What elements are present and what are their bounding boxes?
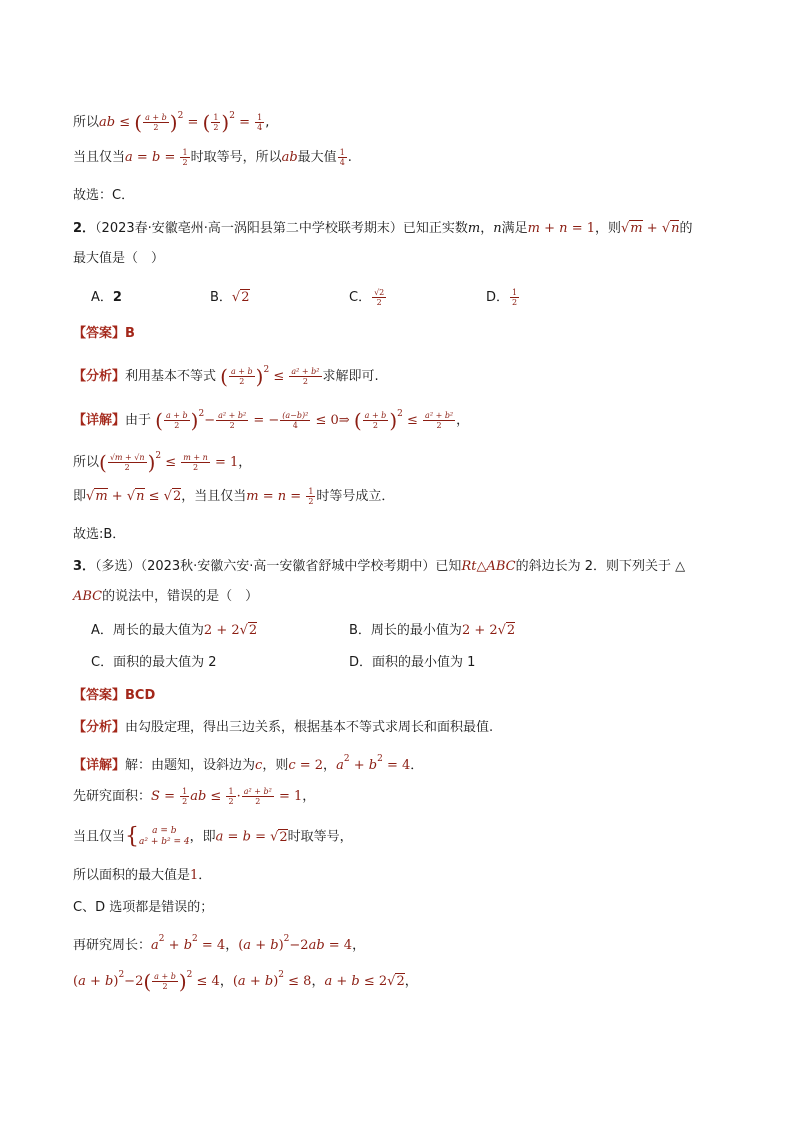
q3-condition-line: 当且仅当{ a = b a² + b² = 4 ，即a = b = √2时取等号， (73, 824, 353, 849)
q3-analysis: 【分析】由勾股定理，得出三边关系，根据基本不等式求周长和面积最值. (73, 720, 494, 735)
q3-perimeter-line: 再研究周长：$a^2 + b^2 = 4$，$(a + b)^2-2ab = 4$， (73, 934, 366, 953)
q3-cd-wrong: C、D 选项都是错误的； (73, 900, 214, 915)
q2-detail: 【详解】由于 ( $\frac{a + b}{2}$ )$^2$− $\frac{\text{a² + b²}}{2}$ = − $\frac{\text{(a−b)²}}{4}$ ≤ 0⇒ ( $\frac{a + b}{2}$ )$^2$ ≤ $\frac{\text{a² + b²}}{2}$ ， (73, 408, 470, 433)
sol1-line-1: 所以ab ≤ ( $\frac{a + b}{2}$ )$^2$ = ( $\frac{1}{2}$ )$^2$ = $\frac{1}{4}$ , (73, 110, 270, 135)
q2-option-d[interactable]: D． $\frac{1}{2}$ (486, 288, 518, 307)
q3-option-b[interactable]: B．周长的最小值为2 + 2√2 (349, 623, 516, 638)
q3-stem-line2: ABC的说法中，错误的是（ ） (73, 589, 259, 604)
q3-option-a[interactable]: A．周长的最大值为2 + 2√2 (91, 623, 258, 638)
q2-conclusion: 故选:B． (73, 527, 126, 542)
q3-area-line: 先研究面积：S = $\frac{1}{2}$ ab ≤ $\frac{1}{2}$ · $\frac{\text{a² + b²}}{2}$ = 1， (73, 787, 316, 806)
q2-answer: 【答案】B (73, 326, 135, 341)
q2-option-a[interactable]: A．2 (91, 290, 122, 305)
q3-perimeter-line2: $(a + b)^2-2$( $\frac{a + b}{2}$ )$^2$ ≤ 4，$(a + b)^2 \le 8$，a + b ≤ 2√2， (73, 969, 418, 994)
q3-stem: 3．（多选）（2023秋·安徽六安·高一安徽省舒城中学校考期中）已知Rt△ABC的斜边长为 2．则下列关于 △ (73, 559, 686, 574)
q2-option-b[interactable]: B．√2 (210, 290, 250, 305)
q2-ji-line: 即√m + √n ≤ √2，当且仅当m = n = $\frac{1}{2}$ 时等号成立． (73, 487, 395, 506)
q2-stem: 2．（2023春·安徽亳州·高一涡阳县第二中学校联考期末）已知正实数m，n满足m + n = 1，则√m + √n的 (73, 221, 693, 236)
q2-so-line: 所以( $\frac{√m + √n}{2}$ )$^2$ ≤ $\frac{m + n}{2}$ = 1， (73, 450, 252, 475)
sol1-line-2: 当且仅当a = b = $\frac{1}{2}$ 时取等号，所以ab最大值 $\frac{1}{4}$ . (73, 148, 352, 167)
q2-stem-line2: 最大值是（ ） (73, 251, 165, 266)
q3-detail: 【详解】解：由题知，设斜边为c，则c = 2，$a^2 + b^2 = 4$． (73, 754, 424, 773)
q2-analysis: 【分析】利用基本不等式 ( $\frac{a + b}{2}$ )$^2$ ≤ $\frac{\text{a² + b²}}{2}$ 求解即可. (73, 364, 379, 389)
q2-option-c[interactable]: C． $\frac{√2}{2}$ (349, 288, 385, 307)
q3-option-d[interactable]: D．面积的最小值为 1 (349, 655, 476, 670)
q3-option-c[interactable]: C．面积的最大值为 2 (91, 655, 217, 670)
q3-answer: 【答案】BCD (73, 688, 156, 703)
q3-area-max: 所以面积的最大值是1． (73, 868, 212, 883)
sol1-conclusion: 故选：C． (73, 188, 135, 203)
